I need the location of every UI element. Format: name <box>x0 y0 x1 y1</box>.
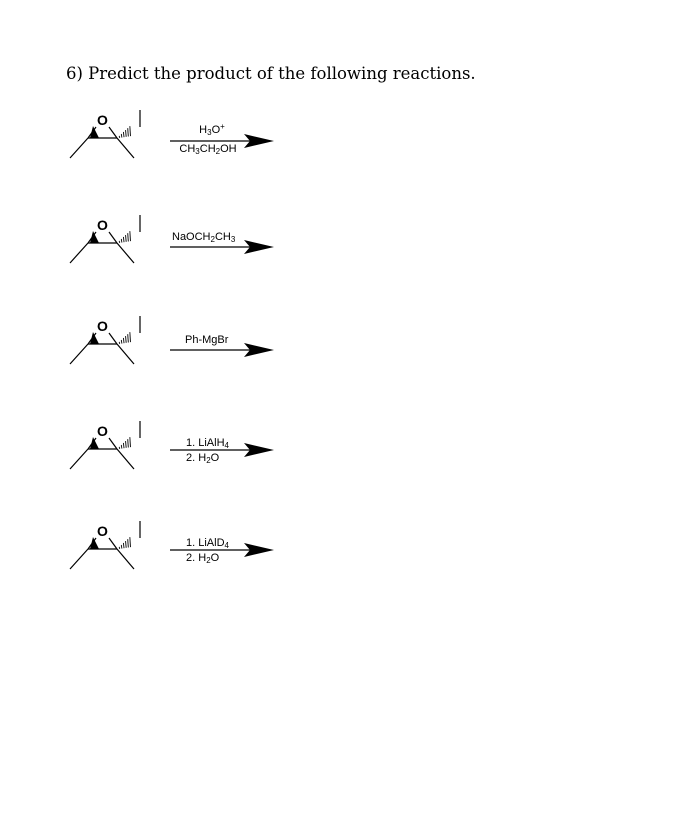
reagent-below-arrow: $CH_3CH_2OH$ <box>179 143 237 156</box>
epoxide-structure-icon <box>64 100 160 180</box>
reaction-row <box>0 100 697 190</box>
epoxide-structure-icon <box>64 511 160 591</box>
reagent-above-arrow: 1. LiAlH$_4$ <box>186 437 229 450</box>
reagent-above-arrow: Ph-MgBr <box>185 334 229 346</box>
reaction-row <box>0 511 697 601</box>
epoxide-structure-icon <box>64 306 160 386</box>
reagent-below-arrow: 2. $H_2O$ <box>186 552 220 565</box>
oxygen-atom-label: O <box>97 217 108 233</box>
reactant-molecule <box>64 205 160 285</box>
reaction-row <box>0 205 697 295</box>
reactant-molecule <box>64 306 160 386</box>
reaction-row <box>0 411 697 501</box>
reagent-above-arrow: $NaOCH_2CH_3$ <box>172 231 236 244</box>
oxygen-atom-label: O <box>97 423 108 439</box>
reagent-below-arrow: 2. $H_2O$ <box>186 452 220 465</box>
oxygen-atom-label: O <box>97 318 108 334</box>
reactant-molecule <box>64 511 160 591</box>
epoxide-structure-icon <box>64 411 160 491</box>
reactant-molecule <box>64 411 160 491</box>
reagent-above-arrow: $H_3O^+$ <box>199 122 225 137</box>
reactant-molecule <box>64 100 160 180</box>
oxygen-atom-label: O <box>97 523 108 539</box>
reaction-row <box>0 306 697 396</box>
reagent-above-arrow: 1. LiAlD$_4$ <box>186 537 229 550</box>
epoxide-structure-icon <box>64 205 160 285</box>
question-title: 6) Predict the product of the following reactions. <box>66 64 476 83</box>
oxygen-atom-label: O <box>97 112 108 128</box>
